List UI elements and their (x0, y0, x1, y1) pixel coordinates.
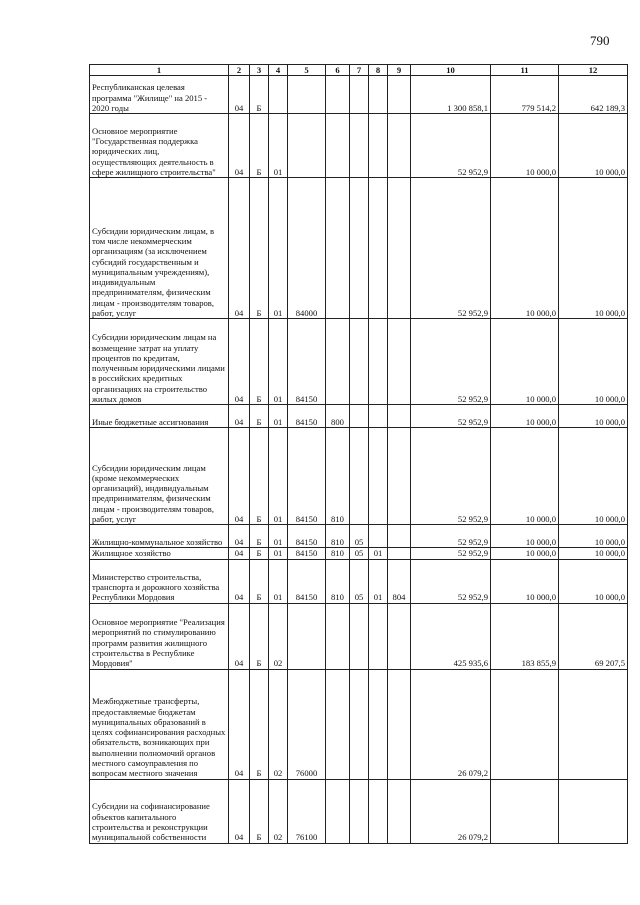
cell-c5 (288, 603, 326, 669)
cell-c7 (350, 603, 369, 669)
cell-c4: 01 (269, 319, 288, 405)
cell-c10: 52 952,9 (411, 178, 491, 319)
table-row (90, 178, 628, 319)
cell-c11: 10 000,0 (491, 319, 559, 405)
cell-c3: Б (250, 779, 269, 843)
cell-c2: 04 (229, 525, 250, 548)
cell-c10: 1 300 858,1 (411, 76, 491, 114)
cell-c5: 84150 (288, 559, 326, 603)
cell-c4: 02 (269, 779, 288, 843)
cell-c6 (326, 603, 350, 669)
cell-c12: 10 000,0 (559, 178, 628, 319)
cell-c6: 810 (326, 525, 350, 548)
table-row (90, 559, 628, 603)
cell-c6 (326, 669, 350, 779)
cell-c12: 642 189,3 (559, 76, 628, 114)
cell-c5: 84150 (288, 405, 326, 428)
row-name: Жилищно-коммунальное хозяйство (90, 525, 229, 548)
cell-c7 (350, 319, 369, 405)
cell-c2: 04 (229, 178, 250, 319)
cell-c3: Б (250, 114, 269, 178)
cell-c3: Б (250, 525, 269, 548)
cell-c10: 52 952,9 (411, 114, 491, 178)
cell-c12: 10 000,0 (559, 548, 628, 559)
budget-table (89, 64, 628, 844)
cell-c7: 05 (350, 525, 369, 548)
cell-c11: 183 855,9 (491, 603, 559, 669)
cell-c7 (350, 76, 369, 114)
cell-c2: 04 (229, 76, 250, 114)
cell-c7 (350, 428, 369, 525)
cell-c3: Б (250, 603, 269, 669)
cell-c10: 425 935,6 (411, 603, 491, 669)
col-header-5: 5 (288, 65, 326, 76)
cell-c11 (491, 669, 559, 779)
cell-c5: 84000 (288, 178, 326, 319)
cell-c10: 52 952,9 (411, 428, 491, 525)
col-header-8: 8 (369, 65, 388, 76)
cell-c7: 05 (350, 548, 369, 559)
cell-c11: 10 000,0 (491, 405, 559, 428)
cell-c5 (288, 114, 326, 178)
table-row (90, 548, 628, 559)
cell-c2: 04 (229, 114, 250, 178)
cell-c4: 01 (269, 405, 288, 428)
cell-c3: Б (250, 548, 269, 559)
table-row (90, 779, 628, 843)
cell-c5: 84150 (288, 525, 326, 548)
cell-c8 (369, 76, 388, 114)
cell-c7 (350, 669, 369, 779)
col-header-7: 7 (350, 65, 369, 76)
cell-c12: 69 207,5 (559, 603, 628, 669)
cell-c4: 01 (269, 559, 288, 603)
row-name: Субсидии юридическим лицам, в том числе некоммерческим организациям (за исключением субсидий государственным и муниципальным учреждениям), индивидуальным предпринимателям, физическим лицам - производителям товаров, работ, услуг (90, 178, 229, 319)
cell-c10: 52 952,9 (411, 548, 491, 559)
cell-c4: 02 (269, 603, 288, 669)
row-name: Субсидии на софинансирование объектов капитального строительства и реконструкции муниципальной собственности (90, 779, 229, 843)
cell-c8 (369, 669, 388, 779)
cell-c3: Б (250, 178, 269, 319)
cell-c7 (350, 114, 369, 178)
table-row (90, 669, 628, 779)
cell-c4: 02 (269, 669, 288, 779)
cell-c11: 10 000,0 (491, 114, 559, 178)
cell-c9 (388, 76, 411, 114)
cell-c7: 05 (350, 559, 369, 603)
cell-c4: 01 (269, 178, 288, 319)
cell-c5: 84150 (288, 319, 326, 405)
cell-c6: 800 (326, 405, 350, 428)
cell-c9 (388, 178, 411, 319)
cell-c9 (388, 525, 411, 548)
row-name: Межбюджетные трансферты, предоставляемые бюджетам муниципальных образований в целях софинансирования расходных обязательств, возникающих при выполнении полномочий органов местного самоуправления по вопросам местного значения (90, 669, 229, 779)
row-name: Иные бюджетные ассигнования (90, 405, 229, 428)
cell-c7 (350, 405, 369, 428)
cell-c3: Б (250, 76, 269, 114)
header-row (90, 65, 628, 76)
cell-c10: 26 079,2 (411, 779, 491, 843)
cell-c3: Б (250, 405, 269, 428)
cell-c9 (388, 603, 411, 669)
cell-c7 (350, 178, 369, 319)
col-header-10: 10 (411, 65, 491, 76)
cell-c6 (326, 178, 350, 319)
cell-c3: Б (250, 319, 269, 405)
cell-c5: 84150 (288, 428, 326, 525)
cell-c6 (326, 779, 350, 843)
cell-c12: 10 000,0 (559, 405, 628, 428)
cell-c8 (369, 779, 388, 843)
cell-c8 (369, 114, 388, 178)
cell-c11: 10 000,0 (491, 559, 559, 603)
cell-c2: 04 (229, 428, 250, 525)
cell-c8 (369, 319, 388, 405)
cell-c8: 01 (369, 548, 388, 559)
cell-c4: 01 (269, 548, 288, 559)
cell-c3: Б (250, 669, 269, 779)
cell-c7 (350, 779, 369, 843)
cell-c12: 10 000,0 (559, 319, 628, 405)
cell-c2: 04 (229, 319, 250, 405)
cell-c6 (326, 319, 350, 405)
cell-c9 (388, 405, 411, 428)
cell-c4: 01 (269, 525, 288, 548)
cell-c11: 10 000,0 (491, 548, 559, 559)
cell-c11: 10 000,0 (491, 525, 559, 548)
row-name: Жилищное хозяйство (90, 548, 229, 559)
page-number: 790 (590, 33, 610, 48)
cell-c9 (388, 669, 411, 779)
cell-c5 (288, 76, 326, 114)
cell-c9 (388, 319, 411, 405)
row-name: Субсидии юридическим лицам (кроме некоммерческих организаций), индивидуальным предпринимателям, физическим лицам - производителям товаров, работ, услуг (90, 428, 229, 525)
cell-c6: 810 (326, 559, 350, 603)
cell-c5: 76100 (288, 779, 326, 843)
table-row (90, 319, 628, 405)
col-header-11: 11 (491, 65, 559, 76)
cell-c3: Б (250, 428, 269, 525)
row-name: Основное мероприятие "Государственная поддержка юридических лиц, осуществляющих деятельность в сфере жилищного строительства" (90, 114, 229, 178)
table-row (90, 428, 628, 525)
cell-c12: 10 000,0 (559, 428, 628, 525)
cell-c4 (269, 76, 288, 114)
cell-c11: 10 000,0 (491, 428, 559, 525)
table-row (90, 405, 628, 428)
cell-c12 (559, 669, 628, 779)
table-row (90, 76, 628, 114)
cell-c2: 04 (229, 405, 250, 428)
row-name: Республиканская целевая программа "Жилище" на 2015 - 2020 годы (90, 76, 229, 114)
cell-c9 (388, 114, 411, 178)
cell-c3: Б (250, 559, 269, 603)
cell-c8 (369, 525, 388, 548)
table-row (90, 114, 628, 178)
table-row (90, 603, 628, 669)
cell-c6: 810 (326, 428, 350, 525)
cell-c8: 01 (369, 559, 388, 603)
cell-c10: 52 952,9 (411, 405, 491, 428)
cell-c10: 26 079,2 (411, 669, 491, 779)
cell-c6: 810 (326, 548, 350, 559)
cell-c2: 04 (229, 603, 250, 669)
cell-c10: 52 952,9 (411, 319, 491, 405)
cell-c4: 01 (269, 114, 288, 178)
cell-c10: 52 952,9 (411, 559, 491, 603)
cell-c5: 76000 (288, 669, 326, 779)
col-header-9: 9 (388, 65, 411, 76)
cell-c12 (559, 779, 628, 843)
cell-c6 (326, 76, 350, 114)
cell-c8 (369, 178, 388, 319)
table-row (90, 525, 628, 548)
cell-c11 (491, 779, 559, 843)
cell-c8 (369, 405, 388, 428)
cell-c2: 04 (229, 559, 250, 603)
cell-c9 (388, 548, 411, 559)
col-header-4: 4 (269, 65, 288, 76)
cell-c6 (326, 114, 350, 178)
cell-c9 (388, 428, 411, 525)
cell-c10: 52 952,9 (411, 525, 491, 548)
cell-c5: 84150 (288, 548, 326, 559)
cell-c11: 10 000,0 (491, 178, 559, 319)
cell-c12: 10 000,0 (559, 559, 628, 603)
cell-c2: 04 (229, 779, 250, 843)
row-name: Основное мероприятие "Реализация мероприятий по стимулированию программ развития жилищного строительства в Республике Мордовия" (90, 603, 229, 669)
cell-c12: 10 000,0 (559, 114, 628, 178)
cell-c8 (369, 428, 388, 525)
row-name: Министерство строительства, транспорта и дорожного хозяйства Республики Мордовия (90, 559, 229, 603)
cell-c4: 01 (269, 428, 288, 525)
col-header-12: 12 (559, 65, 628, 76)
cell-c2: 04 (229, 548, 250, 559)
row-name: Субсидии юридическим лицам на возмещение затрат на уплату процентов по кредитам, полученным юридическими лицами в российских кредитных организациях на строительство жилых домов (90, 319, 229, 405)
cell-c11: 779 514,2 (491, 76, 559, 114)
cell-c2: 04 (229, 669, 250, 779)
col-header-2: 2 (229, 65, 250, 76)
col-header-3: 3 (250, 65, 269, 76)
col-header-6: 6 (326, 65, 350, 76)
cell-c8 (369, 603, 388, 669)
col-header-1: 1 (90, 65, 229, 76)
cell-c12: 10 000,0 (559, 525, 628, 548)
cell-c9: 804 (388, 559, 411, 603)
cell-c9 (388, 779, 411, 843)
